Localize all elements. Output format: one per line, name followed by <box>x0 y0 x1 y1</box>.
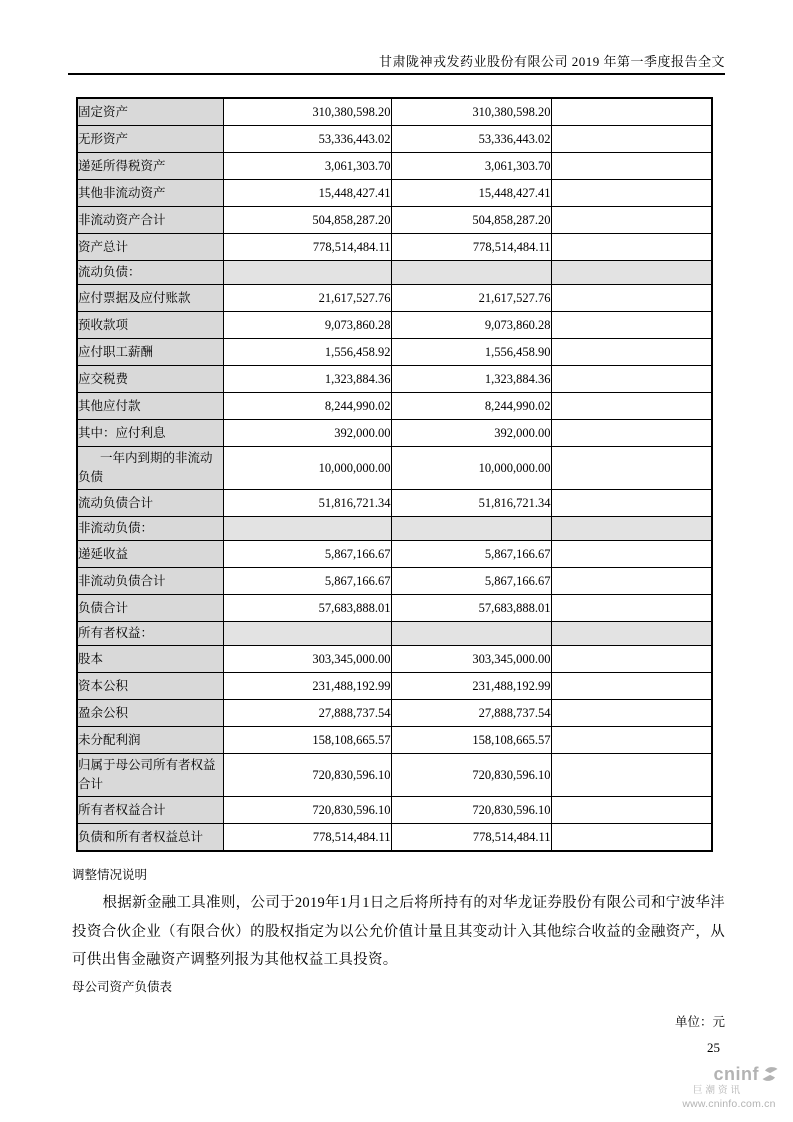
row-value-v3 <box>551 393 712 420</box>
row-value-v1: 392,000.00 <box>223 420 391 447</box>
row-value-v3 <box>551 312 712 339</box>
header-title: 甘肃陇神戎发药业股份有限公司 2019 年第一季度报告全文 <box>378 54 725 69</box>
row-label: 其他非流动资产 <box>77 180 223 207</box>
row-value-v2: 504,858,287.20 <box>391 207 551 234</box>
row-value-v2: 15,448,427.41 <box>391 180 551 207</box>
table-row <box>77 420 712 447</box>
row-value-v3 <box>551 490 712 517</box>
row-value-v2: 8,244,990.02 <box>391 393 551 420</box>
row-value-v3 <box>551 727 712 754</box>
row-value-v1: 158,108,665.57 <box>223 727 391 754</box>
notes-section <box>72 863 725 1030</box>
row-value-v3 <box>551 517 712 541</box>
section-row <box>77 622 712 646</box>
page-header <box>68 0 725 75</box>
row-label: 无形资产 <box>77 126 223 153</box>
table-row <box>77 126 712 153</box>
row-value-v2: 53,336,443.02 <box>391 126 551 153</box>
cninfo-logo-url: www.cninfo.com.cn <box>682 1097 776 1110</box>
row-value-v2: 10,000,000.00 <box>391 447 551 490</box>
row-value-v3 <box>551 98 712 126</box>
cninfo-logo-chinese: 巨潮资讯 <box>692 1085 743 1096</box>
table-row <box>77 824 712 852</box>
table-row <box>77 447 712 490</box>
table-row <box>77 754 712 797</box>
row-value-v1: 231,488,192.99 <box>223 673 391 700</box>
row-value-v1: 27,888,737.54 <box>223 700 391 727</box>
row-value-v3 <box>551 126 712 153</box>
row-value-v3 <box>551 646 712 673</box>
row-value-v3 <box>551 153 712 180</box>
row-label: 应交税费 <box>77 366 223 393</box>
row-value-v3 <box>551 285 712 312</box>
row-label: 预收款项 <box>77 312 223 339</box>
row-value-v3 <box>551 420 712 447</box>
cninfo-logo-brand: cninf <box>713 1064 759 1084</box>
row-value-v1: 53,336,443.02 <box>223 126 391 153</box>
row-label: 资本公积 <box>77 673 223 700</box>
cninfo-logo <box>670 1064 788 1109</box>
row-label: 负债合计 <box>77 595 223 622</box>
cninfo-swirl-icon <box>760 1064 780 1084</box>
table-row <box>77 207 712 234</box>
row-value-v2: 5,867,166.67 <box>391 568 551 595</box>
row-label: 资产总计 <box>77 234 223 261</box>
table-row <box>77 153 712 180</box>
row-value-v2 <box>391 622 551 646</box>
row-value-v1: 504,858,287.20 <box>223 207 391 234</box>
table-row <box>77 180 712 207</box>
row-value-v3 <box>551 447 712 490</box>
row-value-v2: 1,323,884.36 <box>391 366 551 393</box>
balance-sheet-body <box>77 98 712 851</box>
row-value-v1: 1,323,884.36 <box>223 366 391 393</box>
adjustment-note-paragraph: 根据新金融工具准则，公司于2019年1月1日之后将所持有的对华龙证券股份有限公司和宁波华沣投资合伙企业（有限合伙）的股权指定为以公允价值计量且其变动计入其他综合收益的金融资产，从可供出售金融资产调整列报为其他权益工具投资。 <box>72 895 725 968</box>
row-value-v3 <box>551 261 712 285</box>
row-label: 股本 <box>77 646 223 673</box>
row-label: 递延收益 <box>77 541 223 568</box>
row-value-v1: 720,830,596.10 <box>223 754 391 797</box>
row-value-v1: 10,000,000.00 <box>223 447 391 490</box>
row-value-v3 <box>551 754 712 797</box>
row-value-v3 <box>551 673 712 700</box>
table-row <box>77 234 712 261</box>
row-value-v2: 3,061,303.70 <box>391 153 551 180</box>
row-value-v3 <box>551 541 712 568</box>
row-value-v2: 158,108,665.57 <box>391 727 551 754</box>
row-label: 非流动资产合计 <box>77 207 223 234</box>
row-value-v2: 231,488,192.99 <box>391 673 551 700</box>
row-value-v1: 51,816,721.34 <box>223 490 391 517</box>
table-row <box>77 646 712 673</box>
row-value-v2 <box>391 261 551 285</box>
row-value-v1: 15,448,427.41 <box>223 180 391 207</box>
row-value-v3 <box>551 568 712 595</box>
row-value-v2: 778,514,484.11 <box>391 234 551 261</box>
row-value-v1: 57,683,888.01 <box>223 595 391 622</box>
row-value-v2: 21,617,527.76 <box>391 285 551 312</box>
row-label: 一年内到期的非流动负债 <box>77 447 223 490</box>
row-value-v3 <box>551 622 712 646</box>
table-row <box>77 339 712 366</box>
row-value-v3 <box>551 207 712 234</box>
row-label: 流动负债合计 <box>77 490 223 517</box>
row-value-v3 <box>551 700 712 727</box>
row-value-v2: 303,345,000.00 <box>391 646 551 673</box>
row-value-v2: 9,073,860.28 <box>391 312 551 339</box>
page-number: 25 <box>707 1040 720 1055</box>
row-label: 非流动负债： <box>77 517 223 541</box>
row-value-v1: 720,830,596.10 <box>223 797 391 824</box>
row-label: 其他应付款 <box>77 393 223 420</box>
row-label: 应付票据及应付账款 <box>77 285 223 312</box>
parent-company-balance-sheet-title: 母公司资产负债表 <box>72 979 173 994</box>
table-row <box>77 285 712 312</box>
row-label: 流动负债： <box>77 261 223 285</box>
row-value-v2: 720,830,596.10 <box>391 797 551 824</box>
row-label: 负债和所有者权益总计 <box>77 824 223 852</box>
row-value-v1: 310,380,598.20 <box>223 98 391 126</box>
row-value-v2: 51,816,721.34 <box>391 490 551 517</box>
table-row <box>77 595 712 622</box>
row-value-v2: 1,556,458.90 <box>391 339 551 366</box>
row-value-v3 <box>551 339 712 366</box>
row-value-v3 <box>551 824 712 852</box>
table-row <box>77 673 712 700</box>
row-value-v1: 778,514,484.11 <box>223 824 391 852</box>
row-value-v2: 392,000.00 <box>391 420 551 447</box>
table-row <box>77 700 712 727</box>
row-value-v2: 778,514,484.11 <box>391 824 551 852</box>
row-value-v3 <box>551 180 712 207</box>
table-row <box>77 727 712 754</box>
table-row <box>77 568 712 595</box>
row-label: 所有者权益合计 <box>77 797 223 824</box>
row-value-v3 <box>551 797 712 824</box>
table-row <box>77 98 712 126</box>
row-value-v2: 310,380,598.20 <box>391 98 551 126</box>
row-value-v1: 9,073,860.28 <box>223 312 391 339</box>
row-value-v1: 5,867,166.67 <box>223 568 391 595</box>
row-value-v1: 8,244,990.02 <box>223 393 391 420</box>
row-value-v3 <box>551 234 712 261</box>
section-row <box>77 261 712 285</box>
row-label: 其中：应付利息 <box>77 420 223 447</box>
unit-label: 单位：元 <box>674 1014 725 1029</box>
section-row <box>77 517 712 541</box>
row-label: 未分配利润 <box>77 727 223 754</box>
row-value-v1: 778,514,484.11 <box>223 234 391 261</box>
row-value-v2: 720,830,596.10 <box>391 754 551 797</box>
row-value-v1 <box>223 517 391 541</box>
row-label: 归属于母公司所有者权益合计 <box>77 754 223 797</box>
row-value-v1: 3,061,303.70 <box>223 153 391 180</box>
row-value-v1: 303,345,000.00 <box>223 646 391 673</box>
row-label: 递延所得税资产 <box>77 153 223 180</box>
table-row <box>77 490 712 517</box>
row-value-v1 <box>223 261 391 285</box>
row-value-v1: 5,867,166.67 <box>223 541 391 568</box>
row-label: 所有者权益： <box>77 622 223 646</box>
balance-sheet-table-wrap <box>76 97 713 852</box>
row-value-v1: 21,617,527.76 <box>223 285 391 312</box>
row-value-v2 <box>391 517 551 541</box>
row-label: 非流动负债合计 <box>77 568 223 595</box>
table-row <box>77 797 712 824</box>
row-value-v3 <box>551 366 712 393</box>
table-row <box>77 312 712 339</box>
row-value-v1: 1,556,458.92 <box>223 339 391 366</box>
table-row <box>77 541 712 568</box>
table-row <box>77 366 712 393</box>
row-value-v2: 27,888,737.54 <box>391 700 551 727</box>
row-label: 固定资产 <box>77 98 223 126</box>
row-label: 应付职工薪酬 <box>77 339 223 366</box>
table-row <box>77 393 712 420</box>
adjustment-note-title: 调整情况说明 <box>72 868 148 882</box>
row-value-v3 <box>551 595 712 622</box>
balance-sheet-table <box>76 97 713 852</box>
row-value-v1 <box>223 622 391 646</box>
row-value-v2: 5,867,166.67 <box>391 541 551 568</box>
row-label: 盈余公积 <box>77 700 223 727</box>
row-value-v2: 57,683,888.01 <box>391 595 551 622</box>
